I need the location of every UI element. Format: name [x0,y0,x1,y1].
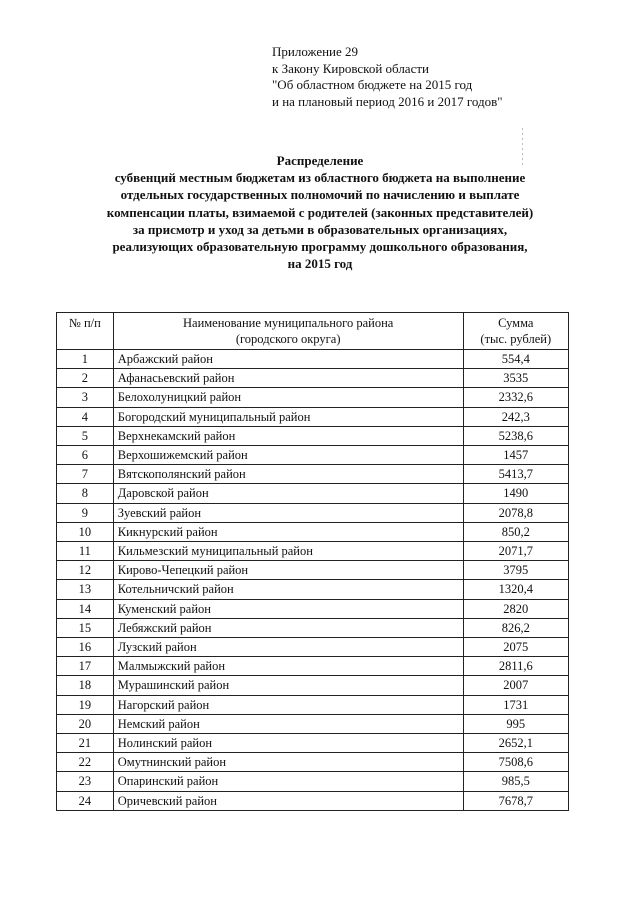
header-num [57,313,114,350]
row-sum: 1457 [463,446,568,465]
row-district-name: Мурашинский район [113,676,463,695]
row-district-name: Лузский район [113,638,463,657]
row-num: 8 [57,484,114,503]
table-row [57,407,569,426]
row-num: 2 [57,369,114,388]
row-district-name: Оричевский район [113,791,463,810]
row-num: 23 [57,772,114,791]
table-header-row [57,313,569,350]
table-row [57,369,569,388]
row-sum: 2332,6 [463,388,568,407]
header-num-label: № п/п [68,316,101,330]
row-district-name: Верхнекамский район [113,426,463,445]
header-name [113,313,463,350]
document-title [40,152,600,272]
row-district-name: Кикнурский район [113,522,463,541]
table-row [57,618,569,637]
table-row [57,580,569,599]
row-sum: 985,5 [463,772,568,791]
title-line: реализующих образовательную программу дошкольного образования, [112,239,528,255]
row-num: 15 [57,618,114,637]
row-num: 13 [57,580,114,599]
row-num: 22 [57,753,114,772]
row-sum: 1490 [463,484,568,503]
table-row [57,465,569,484]
row-num: 11 [57,542,114,561]
table-row [57,599,569,618]
table-row [57,542,569,561]
row-sum: 554,4 [463,350,568,369]
table-row [57,388,569,407]
header-sum-line1: Сумма [498,316,534,330]
table-row [57,561,569,580]
row-sum: 995 [463,714,568,733]
row-district-name: Верхошижемский район [113,446,463,465]
header-name-line2: (городского округа) [235,332,341,346]
row-sum: 5238,6 [463,426,568,445]
row-district-name: Зуевский район [113,503,463,522]
row-sum: 7678,7 [463,791,568,810]
title-line: субвенций местным бюджетам из областного бюджета на выполнение [114,170,526,186]
row-district-name: Нолинский район [113,734,463,753]
row-district-name: Куменский район [113,599,463,618]
row-sum: 3795 [463,561,568,580]
table-row [57,426,569,445]
row-district-name: Нагорский район [113,695,463,714]
row-num: 5 [57,426,114,445]
row-num: 14 [57,599,114,618]
row-district-name: Лебяжский район [113,618,463,637]
title-line: Распределение [276,153,364,168]
row-sum: 242,3 [463,407,568,426]
title-line: за присмотр и уход за детьми в образовательных организациях, [132,221,508,237]
table-row [57,446,569,465]
row-num: 17 [57,657,114,676]
row-num: 16 [57,638,114,657]
row-district-name: Афанасьевский район [113,369,463,388]
appendix-line: Приложение 29 [272,44,359,59]
row-sum: 850,2 [463,522,568,541]
row-district-name: Опаринский район [113,772,463,791]
table-row [57,484,569,503]
row-sum: 2652,1 [463,734,568,753]
table-row [57,350,569,369]
row-district-name: Арбажский район [113,350,463,369]
row-num: 1 [57,350,114,369]
appendix-line: "Об областном бюджете на 2015 год [272,77,473,92]
table-row [57,695,569,714]
row-num: 7 [57,465,114,484]
row-sum: 2075 [463,638,568,657]
row-num: 19 [57,695,114,714]
row-num: 4 [57,407,114,426]
row-district-name: Омутнинский район [113,753,463,772]
row-sum: 2811,6 [463,657,568,676]
table-row [57,522,569,541]
title-line: компенсации платы, взимаемой с родителей (законных представителей) [106,204,534,220]
row-sum: 2007 [463,676,568,695]
table-row [57,734,569,753]
table-row [57,714,569,733]
row-sum: 826,2 [463,618,568,637]
row-district-name: Вятскополянский район [113,465,463,484]
row-district-name: Белохолуницкий район [113,388,463,407]
title-line: на 2015 год [287,256,353,272]
row-sum: 7508,6 [463,753,568,772]
row-sum: 2820 [463,599,568,618]
row-sum: 2078,8 [463,503,568,522]
row-num: 9 [57,503,114,522]
row-district-name: Малмыжский район [113,657,463,676]
row-num: 10 [57,522,114,541]
row-num: 3 [57,388,114,407]
row-num: 24 [57,791,114,810]
row-district-name: Богородский муниципальный район [113,407,463,426]
table-row [57,657,569,676]
row-sum: 1731 [463,695,568,714]
row-sum: 5413,7 [463,465,568,484]
header-name-line1: Наименование муниципального района [183,316,394,330]
row-num: 18 [57,676,114,695]
row-district-name: Котельничский район [113,580,463,599]
table-row [57,772,569,791]
distribution-table [56,312,569,811]
row-sum: 3535 [463,369,568,388]
row-sum: 2071,7 [463,542,568,561]
row-num: 21 [57,734,114,753]
row-num: 20 [57,714,114,733]
row-num: 6 [57,446,114,465]
table-row [57,503,569,522]
table-row [57,753,569,772]
appendix-line: и на плановый период 2016 и 2017 годов" [272,93,503,109]
table-row [57,676,569,695]
appendix-note [272,44,503,110]
appendix-line: к Закону Кировской области [272,60,429,76]
table-row [57,638,569,657]
row-district-name: Немский район [113,714,463,733]
row-district-name: Кирово-Чепецкий район [113,561,463,580]
row-num: 12 [57,561,114,580]
row-district-name: Даровской район [113,484,463,503]
header-sum-line2: (тыс. рублей) [480,332,552,346]
header-sum [463,313,568,350]
title-line: отдельных государственных полномочий по начислению и выплате [120,187,520,203]
table-row [57,791,569,810]
row-district-name: Кильмезский муниципальный район [113,542,463,561]
row-sum: 1320,4 [463,580,568,599]
